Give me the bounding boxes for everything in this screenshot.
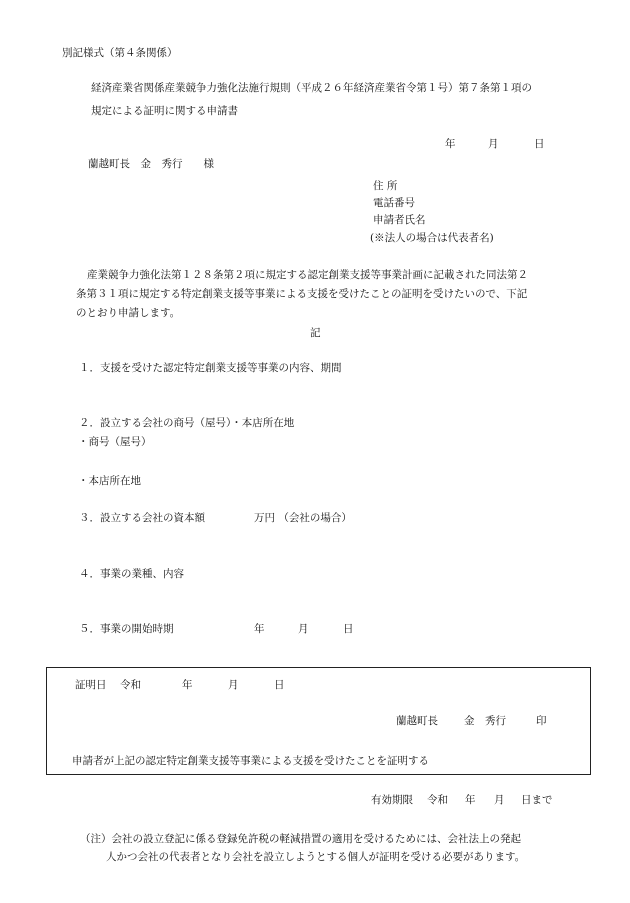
certificate-statement: 申請者が上記の認定特定創業支援等事業による支援を受けたことを証明する [72, 755, 429, 767]
document-title-line-2: 規定による証明に関する申請書 [91, 105, 238, 117]
item-4: ４．事業の業種、内容 [79, 568, 184, 580]
form-label: 別記様式（第４条関係） [62, 47, 178, 59]
date-year: 年 [445, 138, 456, 150]
validity-month: 月 [494, 794, 505, 806]
certificate-era: 令和 [120, 679, 141, 691]
item-3-unit: 万円 （会社の場合） [254, 512, 352, 524]
body-line-3: のとおり申請します。 [76, 307, 181, 319]
body-line-1: 産業競争力強化法第１２８条第２項に規定する認定創業支援等事業計画に記載された同法第２ [87, 269, 528, 281]
item-3: ３．設立する会社の資本額 [79, 512, 205, 524]
item-2: ２．設立する会社の商号（屋号）・本店所在地 [79, 417, 295, 429]
addressee: 蘭越町長 金 秀行 様 [88, 158, 214, 170]
item-5: ５．事業の開始時期 [79, 623, 174, 635]
certificate-mayor: 蘭越町長 [396, 715, 438, 727]
note-line-1: （注）会社の設立登記に係る登録免許税の軽減措置の適用を受けるためには、会社法上の発起 [80, 833, 521, 845]
certificate-mayor-name: 金 秀行 [464, 715, 506, 727]
document-title-line-1: 経済産業省関係産業競争力強化法施行規則（平成２６年経済産業省令第１号）第７条第１項の [91, 82, 532, 94]
item-2-head-office: ・本店所在地 [78, 475, 141, 487]
validity-era: 令和 [427, 794, 448, 806]
date-day: 日 [534, 138, 545, 150]
validity-label: 有効期限 [371, 794, 413, 806]
certificate-day: 日 [274, 679, 285, 691]
validity-year: 年 [465, 794, 476, 806]
ki-heading: 記 [310, 327, 321, 339]
applicant-address-label: 住 所 [373, 180, 398, 192]
applicant-note: (※法人の場合は代表者名) [370, 232, 494, 244]
note-line-2: 人かつ会社の代表者となり会社を設立しようとする個人が証明を受ける必要があります。 [106, 851, 526, 863]
certificate-year: 年 [182, 679, 193, 691]
body-line-2: 条第３１項に規定する特定創業支援等事業による支援を受けたことの証明を受けたいので、下記 [76, 288, 528, 300]
applicant-name-label: 申請者氏名 [373, 214, 426, 226]
validity-until: 日まで [521, 794, 553, 806]
item-2-trade-name: ・商号（屋号） [78, 436, 152, 448]
certificate-date-label: 証明日 [75, 679, 107, 691]
item-5-month: 月 [298, 623, 309, 635]
certificate-seal: 印 [536, 715, 547, 727]
certificate-month: 月 [228, 679, 239, 691]
item-1: １．支援を受けた認定特定創業支援等事業の内容、期間 [79, 362, 342, 374]
date-month: 月 [488, 138, 499, 150]
item-5-day: 日 [343, 623, 354, 635]
applicant-phone-label: 電話番号 [373, 197, 415, 209]
item-5-year: 年 [254, 623, 265, 635]
